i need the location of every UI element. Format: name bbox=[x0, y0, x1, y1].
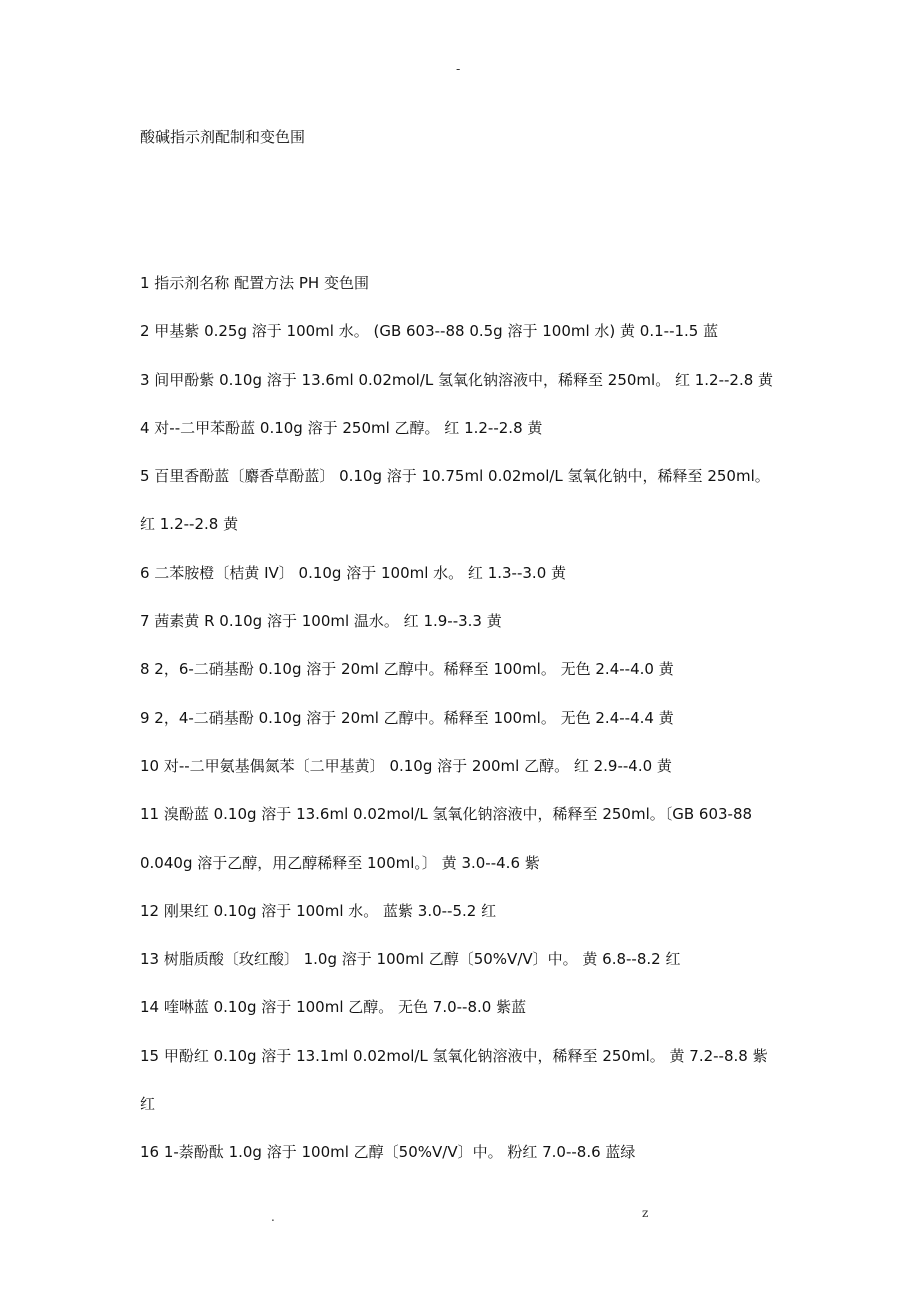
text-line: 12 刚果红 0.10g 溶于 100ml 水。 蓝紫 3.0--5.2 红 bbox=[140, 901, 497, 920]
text-line: 8 2，6-二硝基酚 0.10g 溶于 20ml 乙醇中。稀释至 100ml。 无色 2.4--4.0 黄 bbox=[140, 660, 674, 679]
text-line: 3 间甲酚紫 0.10g 溶于 13.6ml 0.02mol/L 氢氧化钠溶液中，稀释至 250ml。 红 1.2--2.8 黄 bbox=[140, 370, 774, 389]
text-line: 15 甲酚红 0.10g 溶于 13.1ml 0.02mol/L 氢氧化钠溶液中，稀释至 250ml。 黄 7.2--8.8 紫 bbox=[140, 1046, 768, 1065]
document-title: 酸碱指示剂配制和变色围 bbox=[140, 128, 306, 146]
text-line: 14 喹啉蓝 0.10g 溶于 100ml 乙醇。 无色 7.0--8.0 紫蓝 bbox=[140, 998, 527, 1017]
text-line: 11 溴酚蓝 0.10g 溶于 13.6ml 0.02mol/L 氢氧化钠溶液中，稀释至 250ml。〔GB 603-88 bbox=[140, 805, 753, 824]
text-line: 红 bbox=[140, 1095, 156, 1114]
text-line: 7 茜素黄 R 0.10g 溶于 100ml 温水。 红 1.9--3.3 黄 bbox=[140, 612, 502, 631]
text-line: 2 甲基紫 0.25g 溶于 100ml 水。 (GB 603--88 0.5g 溶于 100ml 水) 黄 0.1--1.5 蓝 bbox=[140, 322, 719, 341]
text-line: 0.040g 溶于乙醇，用乙醇稀释至 100ml。〕 黄 3.0--4.6 紫 bbox=[140, 853, 540, 872]
text-line: 红 1.2--2.8 黄 bbox=[140, 515, 239, 534]
text-line: 10 对--二甲氨基偶氮苯〔二甲基黄〕 0.10g 溶于 200ml 乙醇。 红 2.9--4.0 黄 bbox=[140, 756, 672, 775]
text-line: 13 树脂质酸〔玫红酸〕 1.0g 溶于 100ml 乙醇〔50%V/V〕中。 黄 6.8--8.2 红 bbox=[140, 950, 681, 969]
text-line: 16 1-萘酚酞 1.0g 溶于 100ml 乙醇〔50%V/V〕中。 粉红 7.0--8.6 蓝绿 bbox=[140, 1143, 636, 1162]
footer-right-mark: z bbox=[642, 1206, 649, 1220]
indicator-list bbox=[140, 270, 800, 1188]
text-line: 6 二苯胺橙〔桔黄 IV〕 0.10g 溶于 100ml 水。 红 1.3--3.0 黄 bbox=[140, 563, 567, 582]
text-line: 1 指示剂名称 配置方法 PH 变色围 bbox=[140, 274, 369, 292]
footer-left-mark: . bbox=[271, 1210, 275, 1224]
text-line: 5 百里香酚蓝〔麝香草酚蓝〕 0.10g 溶于 10.75ml 0.02mol/L 氢氧化钠中，稀释至 250ml。 bbox=[140, 467, 770, 486]
text-line: 9 2，4-二硝基酚 0.10g 溶于 20ml 乙醇中。稀释至 100ml。 无色 2.4--4.4 黄 bbox=[140, 708, 674, 727]
text-line: 4 对--二甲苯酚蓝 0.10g 溶于 250ml 乙醇。 红 1.2--2.8 黄 bbox=[140, 418, 543, 437]
header-mark: - bbox=[456, 62, 461, 76]
